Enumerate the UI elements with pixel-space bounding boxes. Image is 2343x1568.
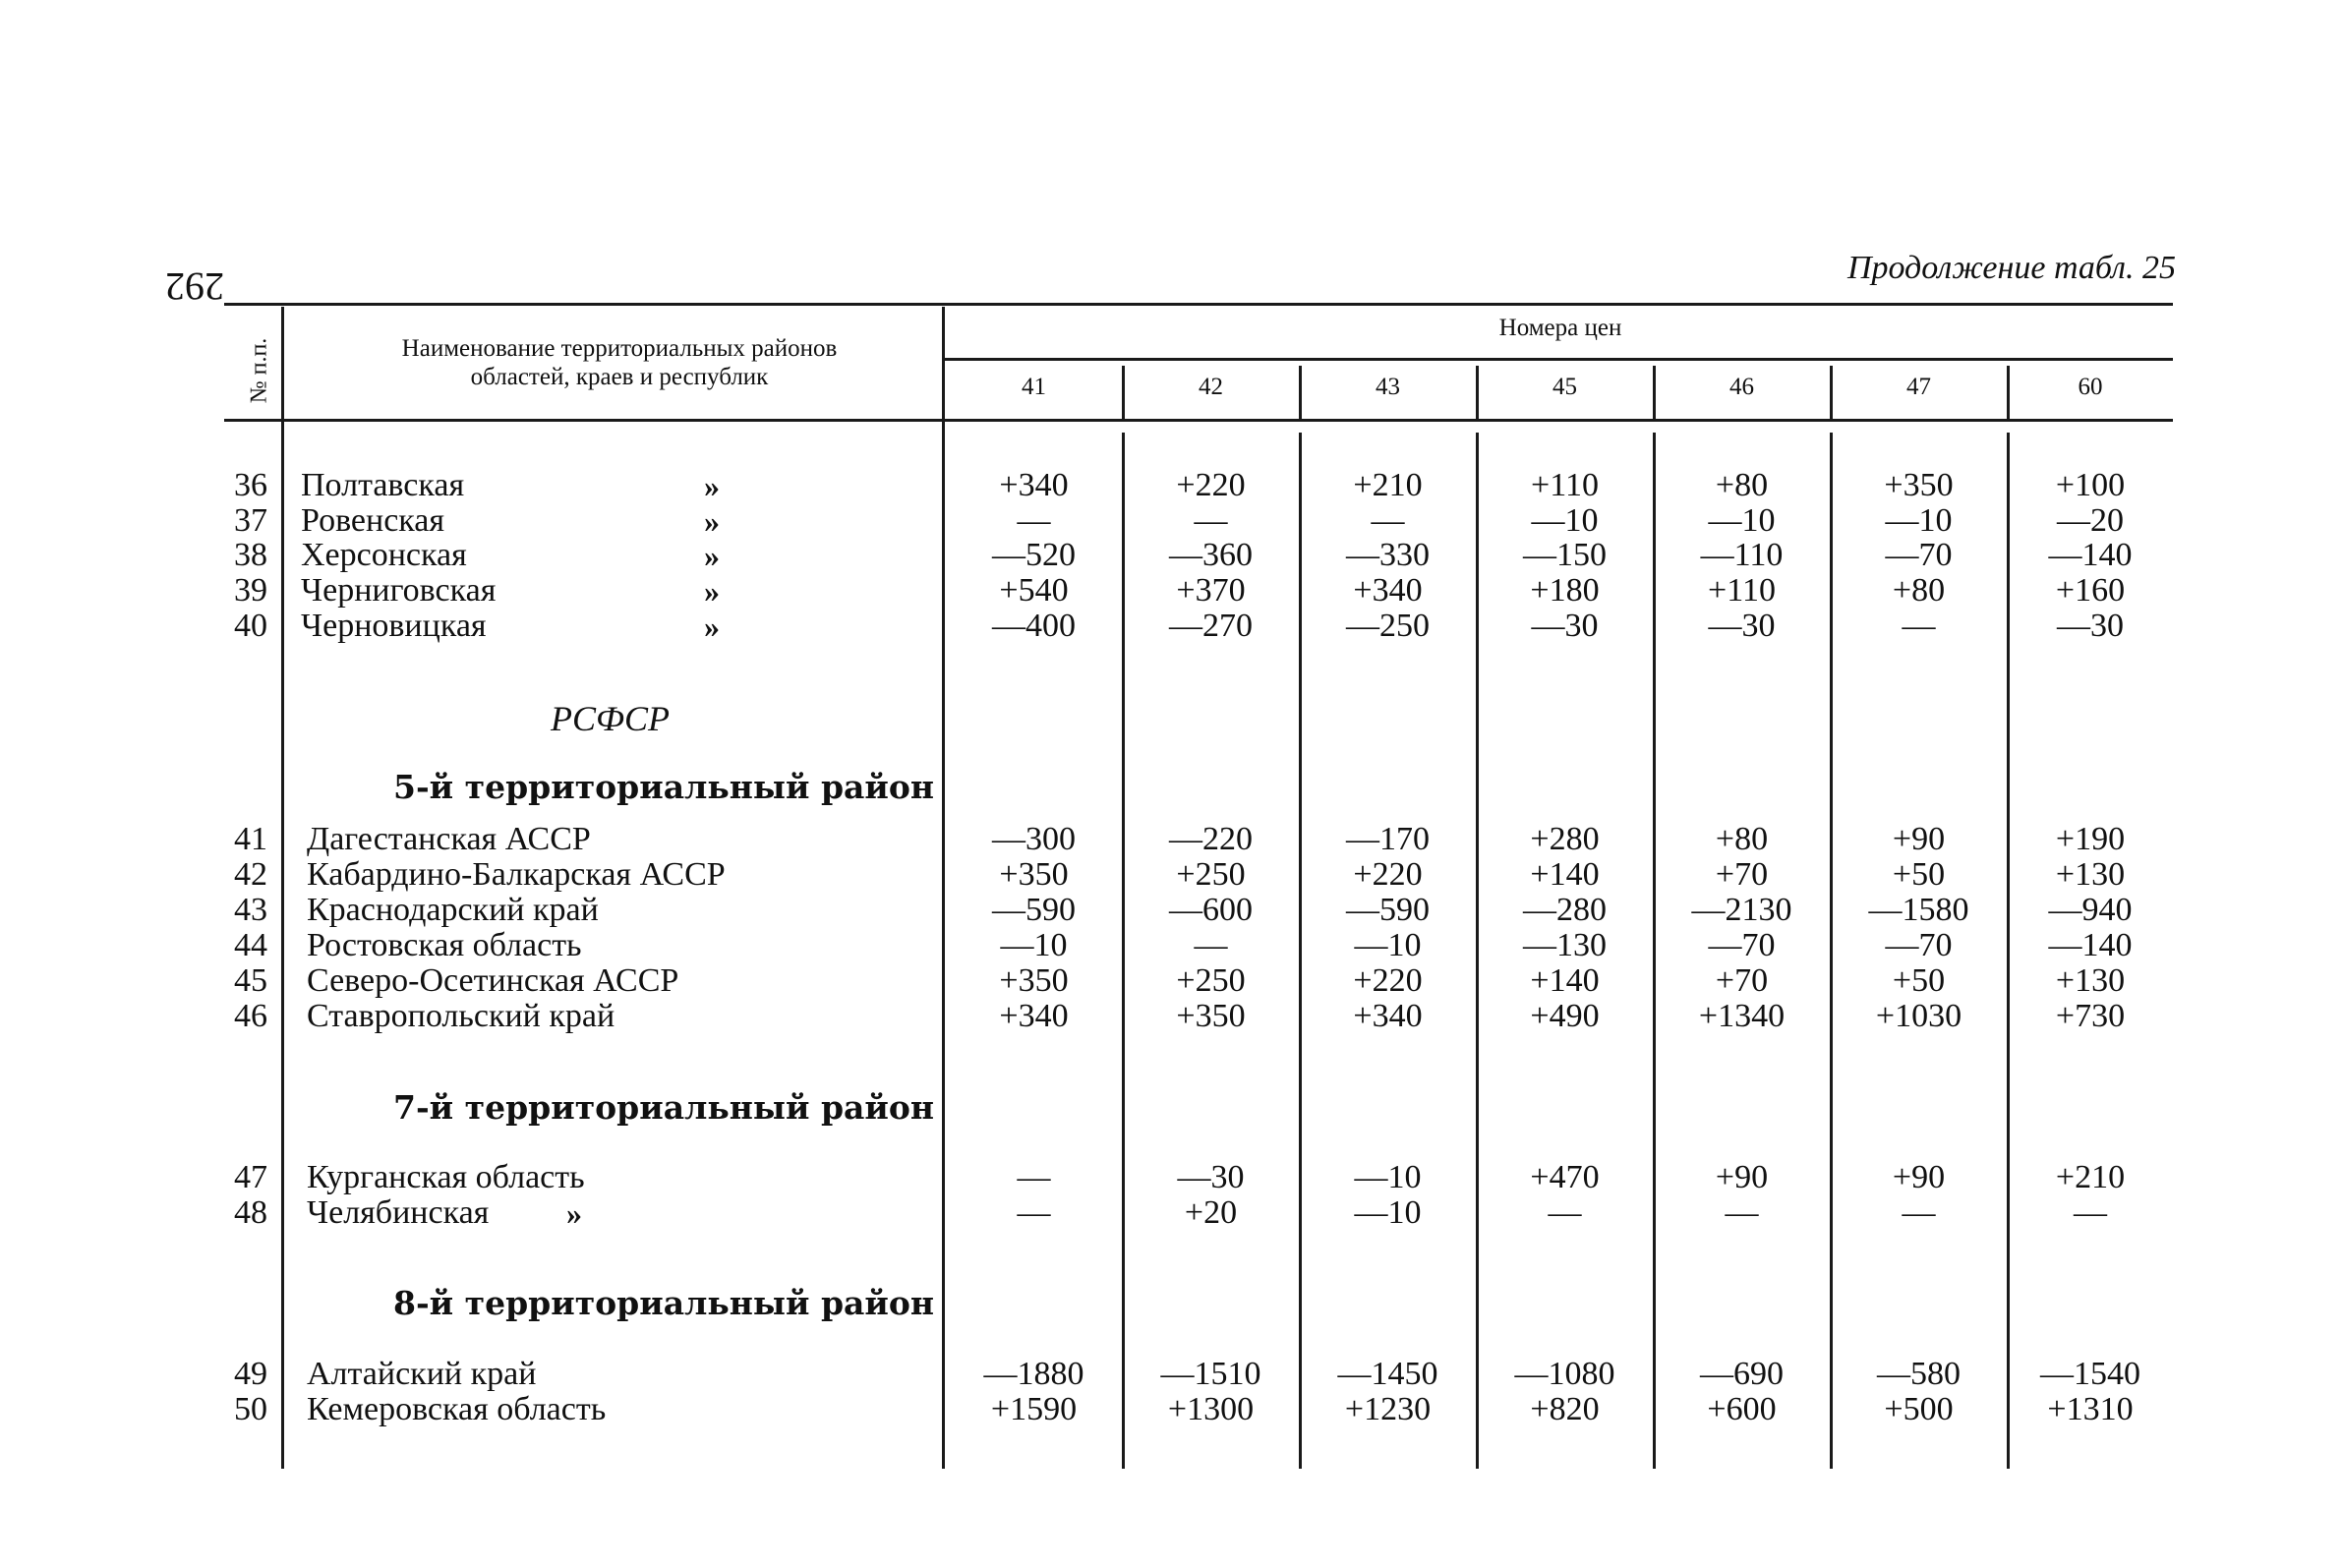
price-cell: +340 xyxy=(1353,998,1423,1034)
price-cell: +1310 xyxy=(2047,1391,2134,1427)
price-cell: — xyxy=(1725,1194,1759,1231)
row-number: 36 xyxy=(234,467,267,503)
price-cell: —10 xyxy=(1354,1194,1422,1231)
region-name: Ростовская область xyxy=(307,927,582,963)
price-cell: —130 xyxy=(1523,927,1607,963)
region-name: Черниговская xyxy=(301,572,497,609)
price-cell: +350 xyxy=(1884,467,1954,503)
price-cell: +70 xyxy=(1715,962,1769,999)
price-cell: +470 xyxy=(1530,1159,1600,1195)
price-cell: —30 xyxy=(1531,608,1599,644)
price-col-header-43: 43 xyxy=(1376,374,1400,400)
price-cell: +110 xyxy=(1531,467,1599,503)
row-number: 44 xyxy=(234,927,267,963)
price-cell: —250 xyxy=(1346,608,1430,644)
price-cell: +730 xyxy=(2055,998,2126,1034)
name-col-divider xyxy=(942,307,945,1469)
price-cell: —1540 xyxy=(2040,1356,2140,1392)
price-cell: —280 xyxy=(1523,892,1607,928)
price-col-header-47: 47 xyxy=(1906,374,1931,400)
price-cell: — xyxy=(1194,927,1228,963)
price-cell: —10 xyxy=(1531,502,1599,539)
price-cell: —400 xyxy=(992,608,1076,644)
price-cell: +130 xyxy=(2055,856,2126,893)
price-col-header-41: 41 xyxy=(1022,374,1046,400)
price-cell: +130 xyxy=(2055,962,2126,999)
region-name: Алтайский край xyxy=(307,1356,537,1392)
num-col-divider xyxy=(281,307,284,1469)
price-cell: +340 xyxy=(999,467,1069,503)
price-cell: —690 xyxy=(1700,1356,1784,1392)
price-cell: +80 xyxy=(1715,821,1769,857)
ditto-mark: » xyxy=(566,1195,582,1231)
price-col-header-60: 60 xyxy=(2078,374,2103,400)
row-number: 37 xyxy=(234,502,267,539)
row-number: 38 xyxy=(234,537,267,573)
name-header-line-2: областей, краев и республик xyxy=(470,364,769,390)
price-cell: +1340 xyxy=(1698,998,1786,1034)
header-bottom-rule xyxy=(224,419,2173,422)
price-cell: +190 xyxy=(2055,821,2126,857)
price-cell: +280 xyxy=(1530,821,1600,857)
price-cell: — xyxy=(1017,502,1051,539)
name-header-line-1: Наименование территориальных районов xyxy=(401,335,838,362)
price-cell: — xyxy=(1902,608,1936,644)
price-cell: +160 xyxy=(2055,572,2126,609)
price-cell: —10 xyxy=(1354,1159,1422,1195)
price-cell: +600 xyxy=(1707,1391,1777,1427)
price-cell: —30 xyxy=(1708,608,1776,644)
price-cell: —1080 xyxy=(1514,1356,1615,1392)
region-name: Дагестанская АССР xyxy=(307,821,591,857)
price-cell: +50 xyxy=(1892,856,1946,893)
ditto-mark: » xyxy=(704,503,720,539)
price-cell: —140 xyxy=(2048,537,2133,573)
price-cell: —140 xyxy=(2048,927,2133,963)
price-cell: —940 xyxy=(2048,892,2133,928)
price-cell: —10 xyxy=(1354,927,1422,963)
price-cell: +1230 xyxy=(1344,1391,1432,1427)
row-number: 41 xyxy=(234,821,267,857)
price-cell: +350 xyxy=(999,856,1069,893)
price-cell: —360 xyxy=(1169,537,1253,573)
ditto-mark: » xyxy=(704,573,720,609)
price-cell: +210 xyxy=(2055,1159,2126,1195)
price-cell: +90 xyxy=(1892,1159,1946,1195)
num-column-header xyxy=(224,307,295,435)
price-cell: —1450 xyxy=(1337,1356,1438,1392)
section-title: РСФСР xyxy=(551,699,670,738)
price-cell: +370 xyxy=(1176,572,1246,609)
price-col-header-45: 45 xyxy=(1552,374,1577,400)
price-cell: —220 xyxy=(1169,821,1253,857)
price-cell: — xyxy=(1017,1194,1051,1231)
price-cell: +140 xyxy=(1530,962,1600,999)
price-cell: —1880 xyxy=(983,1356,1084,1392)
price-cell: +70 xyxy=(1715,856,1769,893)
price-cell: +80 xyxy=(1715,467,1769,503)
row-number: 46 xyxy=(234,998,267,1034)
row-number: 50 xyxy=(234,1391,267,1427)
price-cell: +350 xyxy=(1176,998,1246,1034)
price-cell: +110 xyxy=(1708,572,1776,609)
price-cell: —300 xyxy=(992,821,1076,857)
price-cell: +80 xyxy=(1892,572,1946,609)
num-column-header-text: № п.п. xyxy=(246,337,272,404)
price-cell: — xyxy=(1371,502,1405,539)
row-number: 47 xyxy=(234,1159,267,1195)
price-cell: +340 xyxy=(1353,572,1423,609)
price-cell: +540 xyxy=(999,572,1069,609)
price-cell: +1030 xyxy=(1875,998,1962,1034)
district-title: 5-й территориальный район xyxy=(393,768,935,806)
price-cell: —30 xyxy=(2057,608,2124,644)
region-name: Кемеровская область xyxy=(307,1391,607,1427)
price-cell: —580 xyxy=(1877,1356,1961,1392)
price-cell: +100 xyxy=(2055,467,2126,503)
region-name: Курганская область xyxy=(307,1159,585,1195)
row-number: 48 xyxy=(234,1194,267,1231)
price-cell: —110 xyxy=(1700,537,1784,573)
prices-group-rule xyxy=(944,358,2173,361)
price-cell: —590 xyxy=(992,892,1076,928)
price-cell: —1510 xyxy=(1160,1356,1261,1392)
region-name: Ставропольский край xyxy=(307,998,615,1034)
price-cell: +500 xyxy=(1884,1391,1954,1427)
price-cell: +340 xyxy=(999,998,1069,1034)
price-cell: —70 xyxy=(1885,537,1953,573)
district-title: 8-й территориальный район xyxy=(393,1284,935,1322)
row-number: 40 xyxy=(234,608,267,644)
row-number: 42 xyxy=(234,856,267,893)
region-name: Херсонская xyxy=(301,537,467,573)
price-cell: +250 xyxy=(1176,856,1246,893)
price-cell: —10 xyxy=(1000,927,1068,963)
region-name: Черновицкая xyxy=(301,608,487,644)
price-cell: +820 xyxy=(1530,1391,1600,1427)
price-col-header-46: 46 xyxy=(1729,374,1754,400)
district-title: 7-й территориальный район xyxy=(393,1088,935,1127)
price-cell: —330 xyxy=(1346,537,1430,573)
name-column-header xyxy=(295,334,944,391)
ditto-mark: » xyxy=(704,538,720,573)
price-cell: —590 xyxy=(1346,892,1430,928)
price-cell: — xyxy=(1194,502,1228,539)
price-cell: +220 xyxy=(1353,962,1423,999)
price-cell: —10 xyxy=(1708,502,1776,539)
table-caption: Продолжение табл. 25 xyxy=(1846,250,2176,286)
price-cell: +250 xyxy=(1176,962,1246,999)
price-cell: — xyxy=(1902,1194,1936,1231)
row-number: 39 xyxy=(234,572,267,609)
ditto-mark: » xyxy=(704,468,720,503)
price-cell: —1580 xyxy=(1868,892,1969,928)
row-number: 43 xyxy=(234,892,267,928)
region-name: Полтавская xyxy=(301,467,465,503)
price-cell: +350 xyxy=(999,962,1069,999)
price-cell: — xyxy=(2074,1194,2107,1231)
price-cell: +90 xyxy=(1715,1159,1769,1195)
price-cell: —170 xyxy=(1346,821,1430,857)
price-cell: —520 xyxy=(992,537,1076,573)
price-cell: +490 xyxy=(1530,998,1600,1034)
prices-group-header: Номера цен xyxy=(1498,315,1622,341)
row-number: 45 xyxy=(234,962,267,999)
price-cell: —70 xyxy=(1708,927,1776,963)
table-top-rule xyxy=(224,303,2173,306)
price-cell: +210 xyxy=(1353,467,1423,503)
ditto-mark: » xyxy=(704,609,720,644)
price-cell: +1590 xyxy=(990,1391,1078,1427)
price-col-header-42: 42 xyxy=(1199,374,1223,400)
region-name: Челябинская xyxy=(307,1194,490,1231)
price-cell: +20 xyxy=(1184,1194,1238,1231)
price-cell: +140 xyxy=(1530,856,1600,893)
row-number: 49 xyxy=(234,1356,267,1392)
price-cell: —2130 xyxy=(1691,892,1792,928)
price-cell: +180 xyxy=(1530,572,1600,609)
region-name: Краснодарский край xyxy=(307,892,599,928)
price-cell: +90 xyxy=(1892,821,1946,857)
price-cell: +220 xyxy=(1176,467,1246,503)
price-cell: —600 xyxy=(1169,892,1253,928)
price-cell: —270 xyxy=(1169,608,1253,644)
price-cell: —30 xyxy=(1177,1159,1245,1195)
region-name: Ровенская xyxy=(301,502,445,539)
price-cell: — xyxy=(1017,1159,1051,1195)
page-number: 292 xyxy=(165,264,224,309)
price-cell: +50 xyxy=(1892,962,1946,999)
price-cell: —10 xyxy=(1885,502,1953,539)
price-cell: — xyxy=(1548,1194,1582,1231)
region-name: Северо-Осетинская АССР xyxy=(307,962,679,999)
price-cell: +1300 xyxy=(1167,1391,1255,1427)
price-cell: —150 xyxy=(1523,537,1607,573)
price-cell: +220 xyxy=(1353,856,1423,893)
price-cell: —20 xyxy=(2057,502,2124,539)
price-cell: —70 xyxy=(1885,927,1953,963)
region-name: Кабардино-Балкарская АССР xyxy=(307,856,726,893)
